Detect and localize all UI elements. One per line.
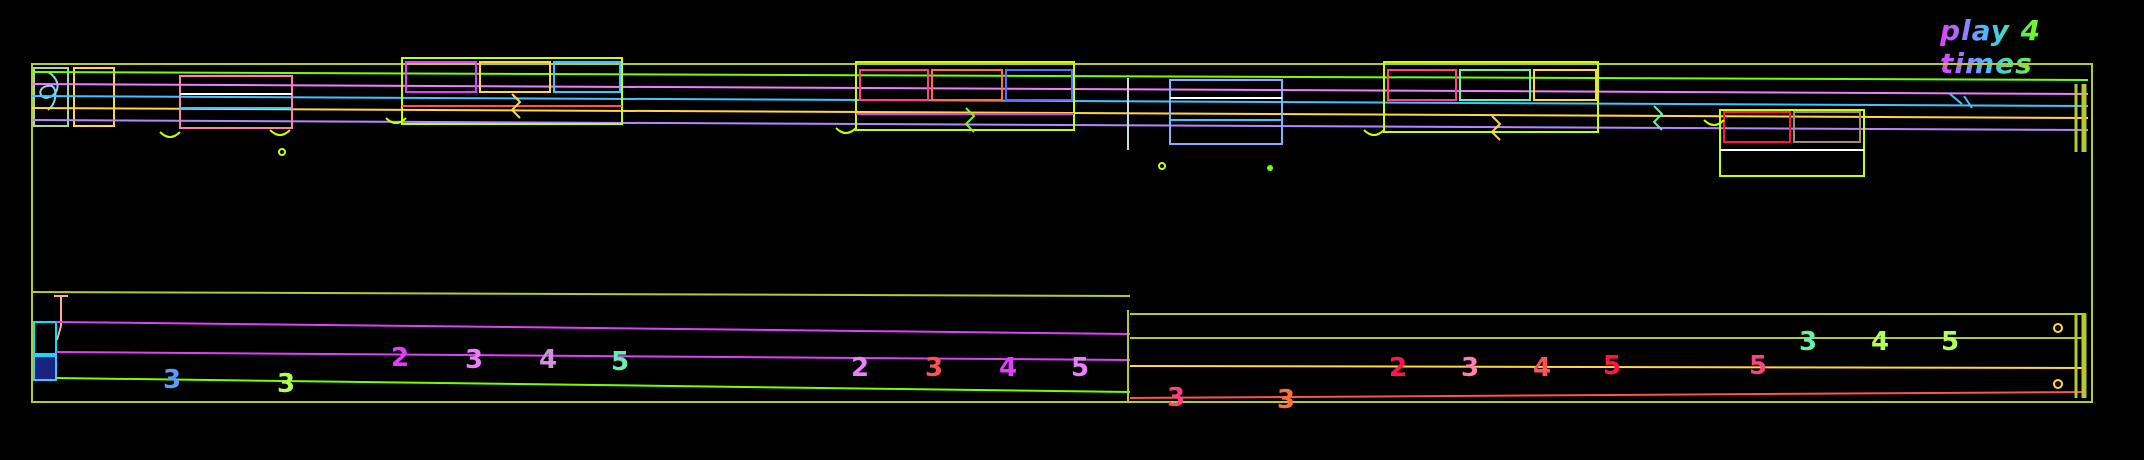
tab-fret-number: 4 — [998, 353, 1018, 383]
beam-group — [1720, 110, 1864, 176]
tab-fret-number: 3 — [276, 369, 296, 399]
tie — [270, 130, 290, 135]
tab-fret-number: 5 — [1602, 351, 1622, 381]
tab-fret-number: 4 — [1870, 327, 1890, 357]
repeat-dot — [2054, 380, 2062, 388]
tab-fret-number: 5 — [1070, 353, 1090, 383]
staccato-dot — [1267, 165, 1273, 171]
staff-line — [32, 72, 2088, 80]
tie — [1364, 130, 1384, 135]
tab-fret-number: 3 — [1276, 385, 1296, 415]
staccato-dot — [1159, 163, 1165, 169]
repeat-dot — [2054, 324, 2062, 332]
tab-clef-box — [34, 322, 56, 354]
beam-group — [856, 62, 1074, 130]
system-divider — [32, 292, 1130, 296]
treble-clef-icon — [40, 72, 57, 110]
tie — [160, 132, 180, 137]
tab-fret-number: 3 — [1798, 327, 1818, 357]
tab-fret-number: 5 — [610, 347, 630, 377]
tab-fret-number: 2 — [850, 353, 870, 383]
tab-staff — [34, 296, 2086, 415]
tab-fret-number: 5 — [1748, 351, 1768, 381]
tab-fret-number: 3 — [924, 353, 944, 383]
instruction-text: play 4 times — [1940, 14, 2144, 80]
notation-staff — [32, 58, 2088, 176]
tab-fret-number: 3 — [162, 365, 182, 395]
staccato-dot — [279, 149, 285, 155]
tab-line — [56, 378, 1130, 392]
staff-line — [32, 120, 2088, 130]
tab-line — [1130, 392, 2086, 398]
tab-fret-number: 4 — [538, 345, 558, 375]
tab-fret-number: 3 — [464, 345, 484, 375]
tab-clef-box — [34, 356, 56, 380]
tab-fret-number: 3 — [1166, 383, 1186, 413]
beam-group — [402, 58, 622, 124]
tab-fret-number: 3 — [1460, 353, 1480, 383]
rest-icon — [1654, 106, 1662, 130]
tab-line — [56, 352, 1130, 360]
tab-line — [56, 322, 1130, 334]
beam-group — [1384, 62, 1598, 132]
tie — [836, 128, 856, 133]
staff-line — [32, 84, 2088, 94]
tab-fret-number: 2 — [390, 343, 410, 373]
tab-fret-number: 4 — [1532, 353, 1552, 383]
tab-fret-number: 2 — [1388, 353, 1408, 383]
tab-fret-number: 5 — [1940, 327, 1960, 357]
